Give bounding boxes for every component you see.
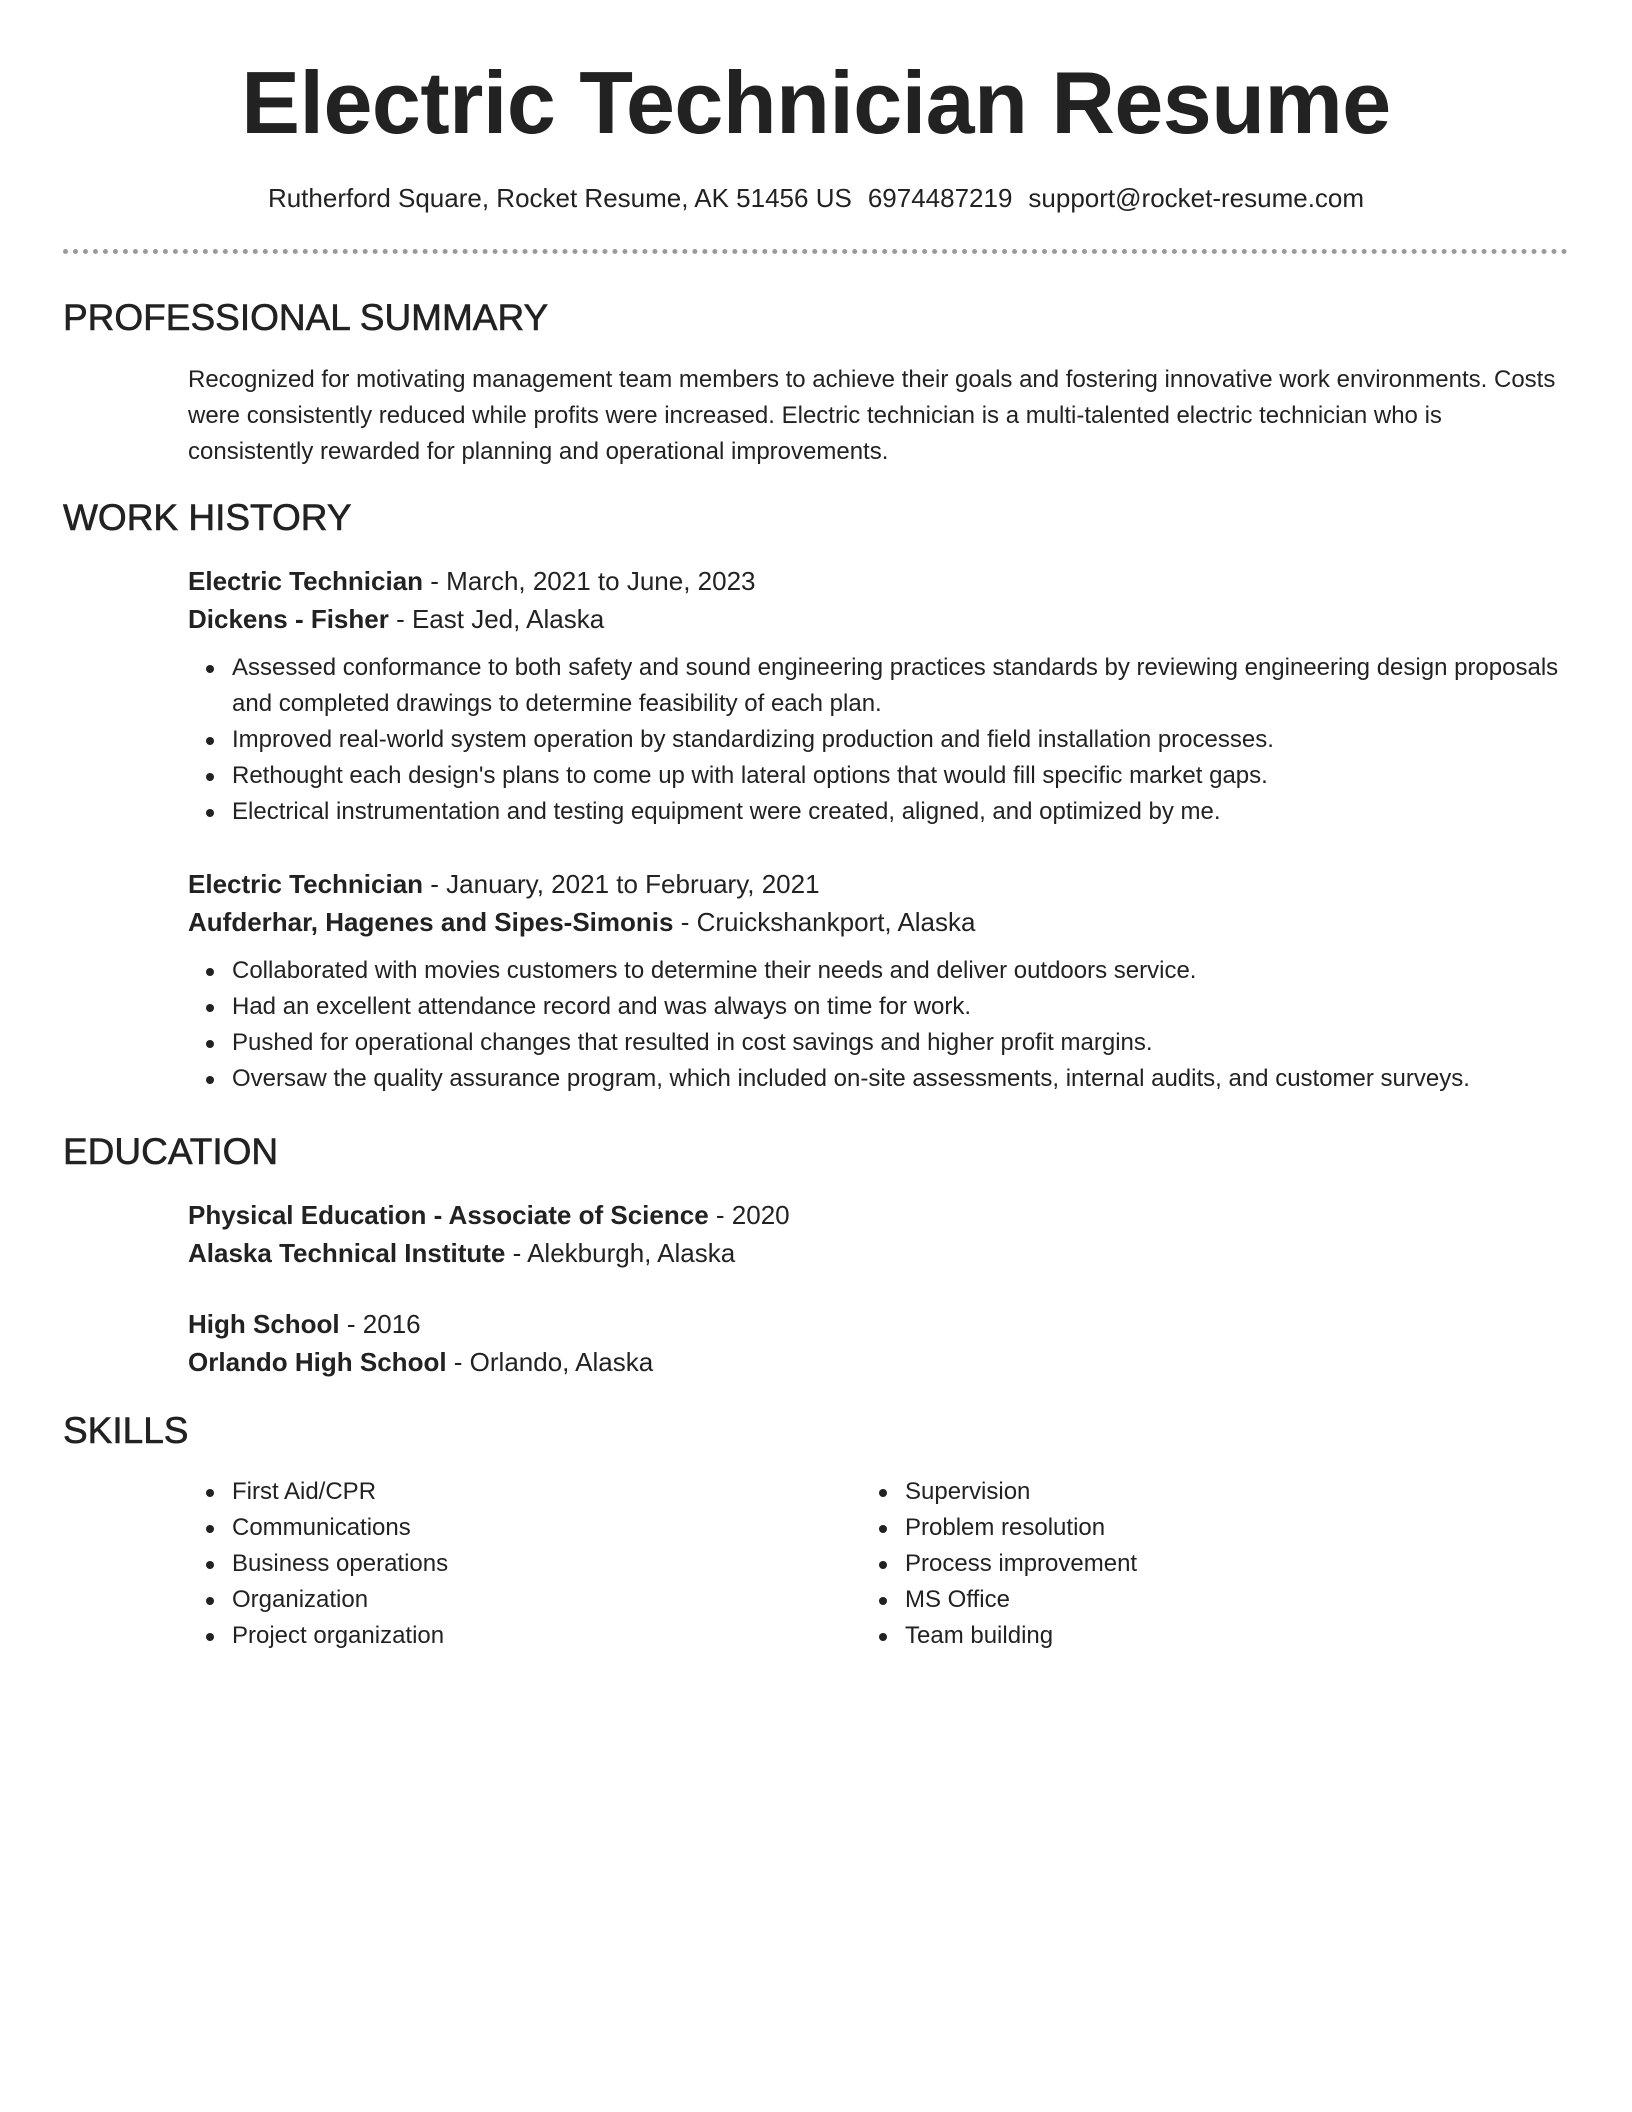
list-item: Project organization [188, 1618, 828, 1654]
education-entry [188, 1305, 1568, 1381]
list-item: Had an excellent attendance record and was always on time for work. [188, 989, 1568, 1025]
job-dates: - January, 2021 to February, 2021 [423, 869, 820, 899]
education-degree-line [188, 1305, 1568, 1343]
list-item: Rethought each design's plans to come up with lateral options that would fill specific market gaps. [188, 758, 1568, 794]
education-degree: High School [188, 1309, 340, 1339]
list-item: Problem resolution [861, 1510, 1501, 1546]
job-title: Electric Technician [188, 566, 424, 596]
education-entry [188, 1196, 1568, 1272]
list-item: Communications [188, 1510, 828, 1546]
job-title-line [188, 562, 1568, 600]
education-school-line [188, 1234, 1568, 1272]
job-bullets [188, 650, 1568, 830]
job-location: - Cruickshankport, Alaska [673, 907, 976, 937]
education-school: Orlando High School [188, 1347, 447, 1377]
job-title-line [188, 865, 1568, 903]
job-bullets [188, 953, 1568, 1097]
list-item: Assessed conformance to both safety and sound engineering practices standards by reviewing engineering design proposals and completed drawings to determine feasibility of each plan. [188, 650, 1568, 722]
education-location: - Alekburgh, Alaska [505, 1238, 736, 1268]
skills-column-right [861, 1474, 1501, 1654]
list-item: Oversaw the quality assurance program, which included on-site assessments, internal audits, and customer surveys. [188, 1061, 1568, 1097]
contact-address: Rutherford Square, Rocket Resume, AK 51456 US [267, 183, 852, 213]
skills-column-left [188, 1474, 828, 1654]
education-year: - 2020 [708, 1200, 790, 1230]
list-item: First Aid/CPR [188, 1474, 828, 1510]
skills-list [188, 1474, 828, 1654]
education-heading: EDUCATION [63, 1131, 279, 1172]
summary-heading: PROFESSIONAL SUMMARY [63, 297, 549, 338]
list-item: Pushed for operational changes that resulted in cost savings and higher profit margins. [188, 1025, 1568, 1061]
list-item: Business operations [188, 1546, 828, 1582]
education-degree-line [188, 1196, 1568, 1234]
education-location: - Orlando, Alaska [446, 1347, 654, 1377]
list-item: Improved real-world system operation by standardizing production and field installation processes. [188, 722, 1568, 758]
skills-list [861, 1474, 1501, 1654]
education-school: Alaska Technical Institute [188, 1238, 506, 1268]
list-item: Collaborated with movies customers to determine their needs and deliver outdoors service. [188, 953, 1568, 989]
contact-email: support@rocket-resume.com [1028, 183, 1365, 213]
job-company: Dickens - Fisher [188, 604, 389, 634]
list-item: Process improvement [861, 1546, 1501, 1582]
job-entry [188, 865, 1568, 1097]
job-company-line [188, 600, 1568, 638]
header-divider [63, 249, 1568, 254]
job-company-line [188, 903, 1568, 941]
list-item: Team building [861, 1618, 1501, 1654]
job-location: - East Jed, Alaska [388, 604, 605, 634]
work-history-heading: WORK HISTORY [63, 497, 352, 538]
contact-phone: 6974487219 [867, 183, 1013, 213]
list-item: Electrical instrumentation and testing equipment were created, aligned, and optimized by me. [188, 794, 1568, 830]
resume-title: Electric Technician Resume [241, 53, 1391, 152]
list-item: Supervision [861, 1474, 1501, 1510]
skills-heading: SKILLS [63, 1410, 189, 1451]
education-school-line [188, 1343, 1568, 1381]
job-title: Electric Technician [188, 869, 424, 899]
summary-text: Recognized for motivating management team members to achieve their goals and fostering innovative work environments. Costs were consistently reduced while profits were increased. Electric technician is a multi-talented electric technician who is consistently rewarded for planning and operational improvements. [188, 366, 1556, 465]
contact-line [0, 178, 1632, 218]
education-year: - 2016 [339, 1309, 421, 1339]
job-dates: - March, 2021 to June, 2023 [423, 566, 756, 596]
list-item: MS Office [861, 1582, 1501, 1618]
education-degree: Physical Education - Associate of Science [188, 1200, 709, 1230]
list-item: Organization [188, 1582, 828, 1618]
job-entry [188, 562, 1568, 830]
job-company: Aufderhar, Hagenes and Sipes-Simonis [188, 907, 674, 937]
